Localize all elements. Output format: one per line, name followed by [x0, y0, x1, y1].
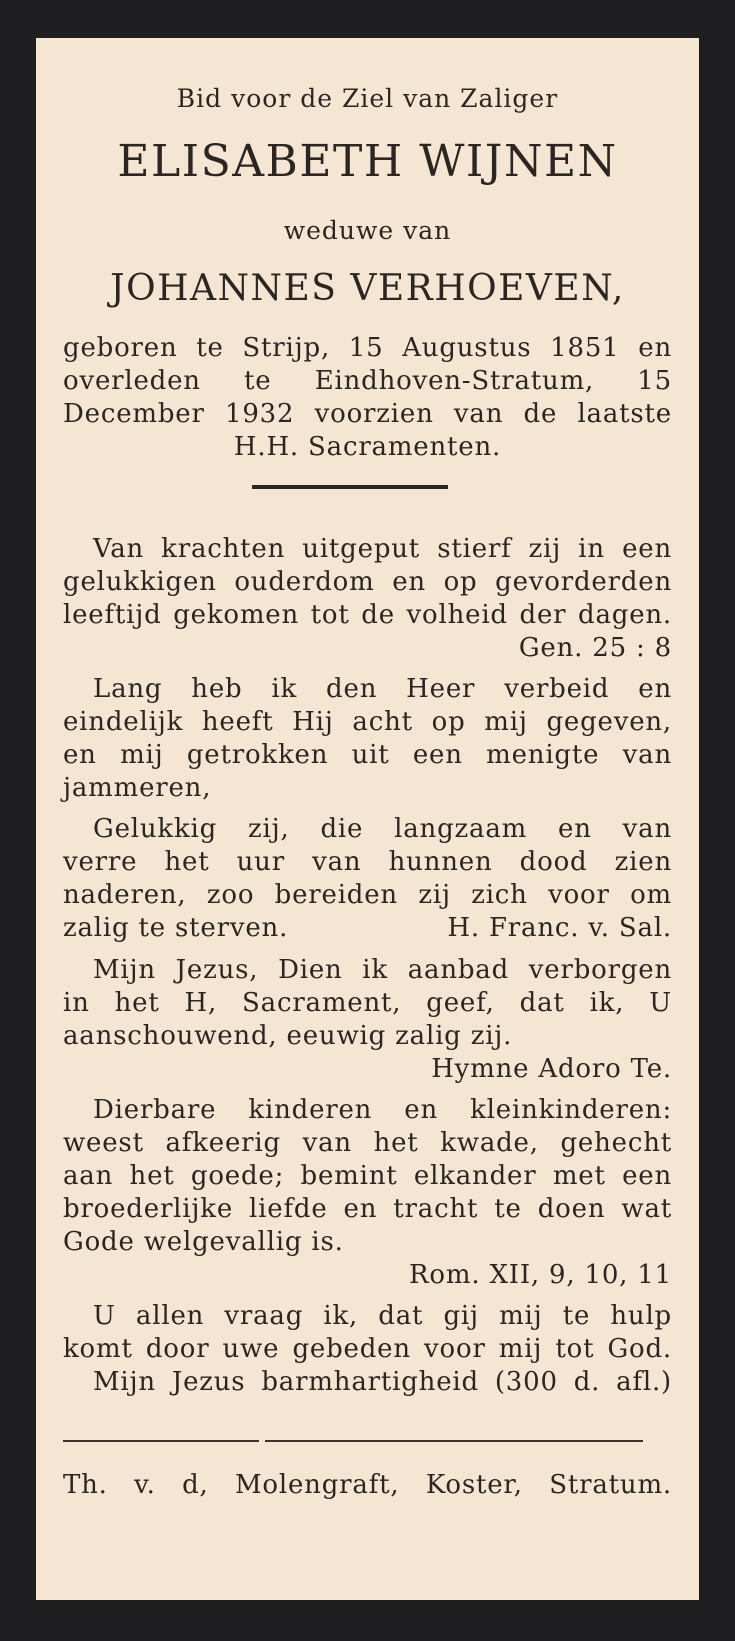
- passage-line: Gelukkig zij, die langzaam en van: [93, 814, 672, 844]
- passage-line: leeftijd gekomen tot de volheid der dagen.: [63, 600, 672, 630]
- prayer-header: Bid voor de Ziel van Zaliger: [176, 84, 559, 113]
- passage-line: in het H, Sacrament, geef, dat ik, U: [63, 988, 672, 1018]
- card-paper: [36, 38, 699, 1600]
- passage-line: komt door uwe gebeden voor mij tot God.: [63, 1334, 672, 1364]
- passage-line: U allen vraag ik, dat gij mij te hulp: [93, 1301, 672, 1331]
- footer-rule-right: [265, 1440, 643, 1442]
- passage-line: Lang heb ik den Heer verbeid en: [93, 674, 672, 704]
- passage-source: H. Franc. v. Sal.: [447, 913, 672, 943]
- passage-line: zalig te sterven.: [63, 913, 289, 943]
- biography-line: overleden te Eindhoven-Stratum, 15: [63, 366, 672, 396]
- passage-source: Rom. XII, 9, 10, 11: [409, 1260, 672, 1290]
- printer-line: Th. v. d, Molengraft, Koster, Stratum.: [63, 1470, 672, 1500]
- passage-line: broederlijke liefde en tracht te doen wat: [63, 1194, 672, 1224]
- biography-line: December 1932 voorzien van de laatste: [63, 399, 672, 429]
- passage-line: Dierbare kinderen en kleinkinderen:: [93, 1095, 672, 1125]
- biography-line: geboren te Strijp, 15 Augustus 1851 en: [63, 333, 672, 363]
- passage-line: Van krachten uitgeput stierf zij in een: [93, 534, 672, 564]
- passage-line: aan het goede; bemint elkander met een: [63, 1161, 672, 1191]
- passage-line: en mij getrokken uit een menigte van: [63, 740, 672, 770]
- passage-line: aanschouwend, eeuwig zalig zij.: [63, 1021, 513, 1051]
- passage-line: weest afkeerig van het kwade, gehecht: [63, 1128, 672, 1158]
- relation-text: weduwe van: [283, 216, 452, 245]
- passage-line: jammeren,: [63, 773, 212, 803]
- passage-line: Gode welgevallig is.: [63, 1227, 344, 1257]
- divider-rule: [252, 485, 448, 489]
- spouse-name: JOHANNES VERHOEVEN,: [110, 268, 625, 309]
- footer-rule-left: [63, 1440, 259, 1442]
- passage-source: Gen. 25 : 8: [518, 633, 672, 663]
- deceased-name: ELISABETH WIJNEN: [117, 136, 618, 187]
- passage-line: gelukkigen ouderdom en op gevorderden: [63, 567, 672, 597]
- biography-line: H.H. Sacramenten.: [233, 432, 502, 462]
- passage-line: Mijn Jezus, Dien ik aanbad verborgen: [93, 955, 672, 985]
- passage-line: eindelijk heeft Hij acht op mij gegeven,: [63, 707, 672, 737]
- passage-line: verre het uur van hunnen dood zien: [63, 847, 672, 877]
- passage-source: Hymne Adoro Te.: [431, 1054, 672, 1084]
- passage-line: naderen, zoo bereiden zij zich voor om: [63, 880, 672, 910]
- passage-line: Mijn Jezus barmhartigheid (300 d. afl.): [93, 1367, 672, 1397]
